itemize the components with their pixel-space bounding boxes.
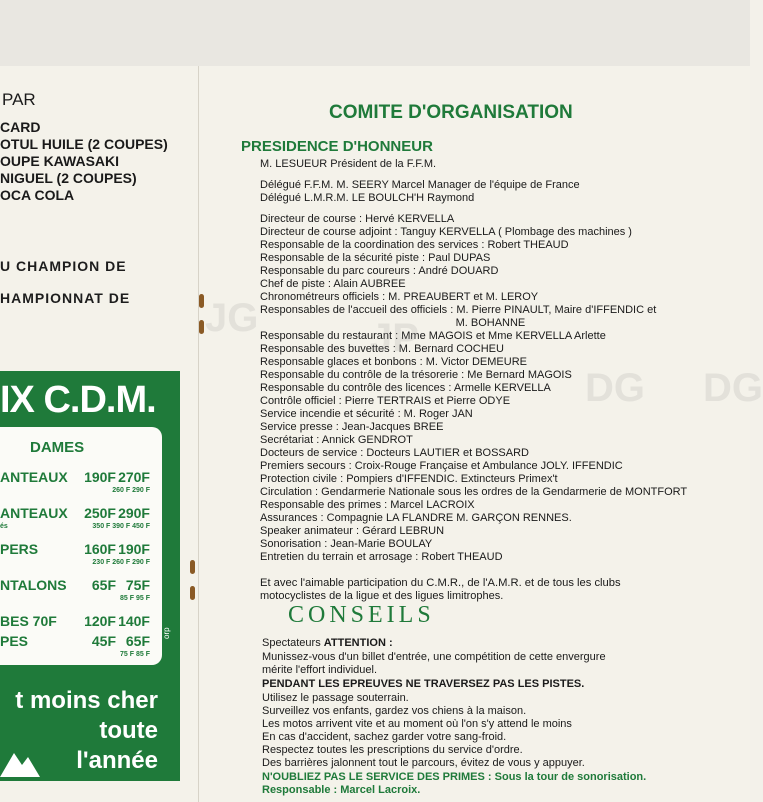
watermark: DG bbox=[585, 366, 645, 410]
championnat-line: HAMPIONNAT DE bbox=[0, 290, 131, 306]
committee-line: Service presse : Jean-Jacques BREE bbox=[260, 421, 444, 433]
paper-stain bbox=[190, 560, 195, 574]
price-a: 190F bbox=[84, 469, 116, 485]
champion-line: U CHAMPION DE bbox=[0, 258, 127, 274]
promo-slogan-1: t moins cher bbox=[15, 687, 158, 714]
sub-prices: 230 F 260 F 290 F bbox=[92, 559, 150, 566]
committee-line: Responsable de la coordination des services : Robert THEAUD bbox=[260, 239, 569, 251]
sponsors-heading: PAR bbox=[2, 90, 36, 109]
advice-line: Respectez toutes les prescriptions du service d'ordre. bbox=[262, 744, 523, 756]
committee-line: Délégué F.F.M. M. SEERY Marcel Manager de l'équipe de France bbox=[260, 179, 580, 191]
left-panel bbox=[0, 66, 200, 802]
committee-line: Premiers secours : Croix-Rouge Française et Ambulance JOLY. IFFENDIC bbox=[260, 460, 623, 472]
committee-line: Chef de piste : Alain AUBREE bbox=[260, 278, 406, 290]
advice-line: Surveillez vos enfants, gardez vos chiens à la maison. bbox=[262, 705, 527, 717]
brochure-page bbox=[0, 66, 763, 802]
item-name: PES bbox=[0, 633, 29, 649]
sub-prices: 75 F 85 F bbox=[120, 651, 150, 658]
primes-responsible: Responsable : Marcel Lacroix. bbox=[262, 784, 421, 796]
paper-stain bbox=[190, 586, 195, 600]
thanks-line: motocyclistes de la ligue et des ligues limitrophes. bbox=[260, 590, 504, 602]
item-name: ANTEAUX bbox=[0, 469, 68, 485]
price-b: 270F bbox=[118, 469, 150, 485]
committee-line: Responsable de la sécurité piste : Paul DUPAS bbox=[260, 252, 491, 264]
price-card bbox=[0, 427, 162, 665]
mountain-logo-icon bbox=[0, 743, 40, 777]
committee-line: Responsable glaces et bonbons : M. Victor DEMEURE bbox=[260, 356, 527, 368]
committee-line: Service incendie et sécurité : M. Roger JAN bbox=[260, 408, 473, 420]
committee-line: Responsables de l'accueil des officiels : M. Pierre PINAULT, Maire d'IFFENDIC et bbox=[260, 304, 657, 316]
committee-line: Responsable du contrôle de la trésorerie : Me Bernard MAGOIS bbox=[260, 369, 572, 381]
sponsor-item: OUPE KAWASAKI bbox=[0, 153, 120, 169]
advice-line: En cas d'accident, sachez garder votre sang-froid. bbox=[262, 731, 507, 743]
committee-line: Directeur de course : Hervé KERVELLA bbox=[260, 213, 455, 225]
committee-line: Assurances : Compagnie LA FLANDRE M. GARÇON RENNES. bbox=[260, 512, 572, 524]
committee-line: Sonorisation : Jean-Marie BOULAY bbox=[260, 538, 433, 550]
advice-line: Les motos arrivent vite et au moment où l'on s'y attend le moins bbox=[262, 718, 572, 730]
advice-line: Des barrières jalonnent tout le parcours, évitez de vous y appuyer. bbox=[262, 757, 585, 769]
promo-advert bbox=[0, 371, 180, 781]
item-name: BES 70F bbox=[0, 613, 57, 629]
page-fold bbox=[198, 66, 199, 802]
sub-left: és bbox=[0, 523, 8, 530]
sub-prices: 260 F 290 F bbox=[112, 487, 150, 494]
attention-prefix: Spectateurs bbox=[262, 637, 324, 649]
committee-line: M. LESUEUR Président de la F.F.M. bbox=[260, 158, 437, 170]
scan-top-band bbox=[0, 0, 750, 66]
price-b: 290F bbox=[118, 505, 150, 521]
item-name: NTALONS bbox=[0, 577, 67, 593]
attention-word: ATTENTION : bbox=[323, 637, 393, 649]
advice-line: Utilisez le passage souterrain. bbox=[262, 692, 409, 704]
paper-stain bbox=[199, 294, 204, 308]
price-a: 120F bbox=[84, 613, 116, 629]
price-section-title: DAMES bbox=[30, 439, 85, 456]
price-b: 65F bbox=[125, 633, 150, 649]
committee-line: Secrétariat : Annick GENDROT bbox=[260, 434, 413, 446]
committee-line: Responsable du restaurant : Mme MAGOIS et Mme KERVELLA Arlette bbox=[260, 330, 606, 342]
committee-line: Protection civile : Pompiers d'IFFENDIC. Extincteurs Primex't bbox=[260, 473, 558, 485]
sub-prices: 85 F 95 F bbox=[120, 595, 150, 602]
paper-stain bbox=[199, 320, 204, 334]
watermark: JP bbox=[370, 316, 419, 360]
price-b: 140F bbox=[118, 613, 150, 629]
sponsor-item: OCA COLA bbox=[0, 187, 75, 203]
attention-line bbox=[262, 637, 393, 649]
committee-line: Contrôle officiel : Pierre TERTRAIS et Pierre ODYE bbox=[260, 395, 511, 407]
advice-line: mérite l'effort individuel. bbox=[262, 664, 378, 676]
item-name: PERS bbox=[0, 541, 39, 557]
watermark: JG bbox=[205, 296, 259, 340]
price-b: 190F bbox=[118, 541, 150, 557]
sponsor-item: OTUL HUILE (2 COUPES) bbox=[0, 136, 168, 152]
warning-line: PENDANT LES EPREUVES NE TRAVERSEZ PAS LES PISTES. bbox=[262, 678, 585, 690]
promo-side-text: orp bbox=[162, 627, 171, 639]
sponsor-list bbox=[0, 119, 168, 204]
committee-line: Responsable des primes : Marcel LACROIX bbox=[260, 499, 475, 511]
price-b: 75F bbox=[125, 577, 150, 593]
organisation-title: COMITE D'ORGANISATION bbox=[329, 102, 573, 123]
honour-heading: PRESIDENCE D'HONNEUR bbox=[241, 138, 433, 155]
committee-line: Directeur de course adjoint : Tanguy KERVELLA ( Plombage des machines ) bbox=[260, 226, 632, 238]
advice-line: Munissez-vous d'un billet d'entrée, une compétition de cette envergure bbox=[262, 651, 606, 663]
promo-slogan-3: l'année bbox=[76, 747, 158, 774]
watermark: DG bbox=[703, 366, 763, 410]
price-a: 45F bbox=[91, 633, 116, 649]
primes-line: N'OUBLIEZ PAS LE SERVICE DES PRIMES : Sous la tour de sonorisation. bbox=[262, 771, 647, 783]
committee-line: Docteurs de service : Docteurs LAUTIER et BOSSARD bbox=[260, 447, 529, 459]
price-a: 250F bbox=[84, 505, 116, 521]
sponsor-item: CARD bbox=[0, 119, 41, 135]
committee-line: Entretien du terrain et arrosage : Robert THEAUD bbox=[260, 551, 503, 563]
committee-line: Circulation : Gendarmerie Nationale sous les ordres de la Gendarmerie de MONTFORT bbox=[260, 486, 688, 498]
committee-line: M. BOHANNE bbox=[260, 317, 526, 329]
committee-line: Responsable du parc coureurs : André DOUARD bbox=[260, 265, 499, 277]
committee-line: Chronométreurs officiels : M. PREAUBERT et M. LEROY bbox=[260, 291, 539, 303]
price-a: 160F bbox=[84, 541, 116, 557]
thanks-line: Et avec l'aimable participation du C.M.R., de l'A.M.R. et de tous les clubs bbox=[260, 577, 621, 589]
committee-line: Délégué L.M.R.M. LE BOULCH'H Raymond bbox=[260, 192, 475, 204]
committee-line: Responsable des buvettes : M. Bernard COCHEU bbox=[260, 343, 504, 355]
item-name: ANTEAUX bbox=[0, 505, 68, 521]
price-a: 65F bbox=[91, 577, 116, 593]
committee-line: Responsable du contrôle des licences : Armelle KERVELLA bbox=[260, 382, 551, 394]
right-panel bbox=[205, 66, 763, 802]
committee-line: Speaker animateur : Gérard LEBRUN bbox=[260, 525, 445, 537]
sponsor-item: NIGUEL (2 COUPES) bbox=[0, 170, 137, 186]
conseils-heading: CONSEILS bbox=[288, 602, 435, 628]
promo-title: IX C.D.M. bbox=[0, 379, 156, 421]
promo-slogan-2: toute bbox=[99, 717, 158, 744]
sub-prices: 350 F 390 F 450 F bbox=[92, 523, 150, 530]
